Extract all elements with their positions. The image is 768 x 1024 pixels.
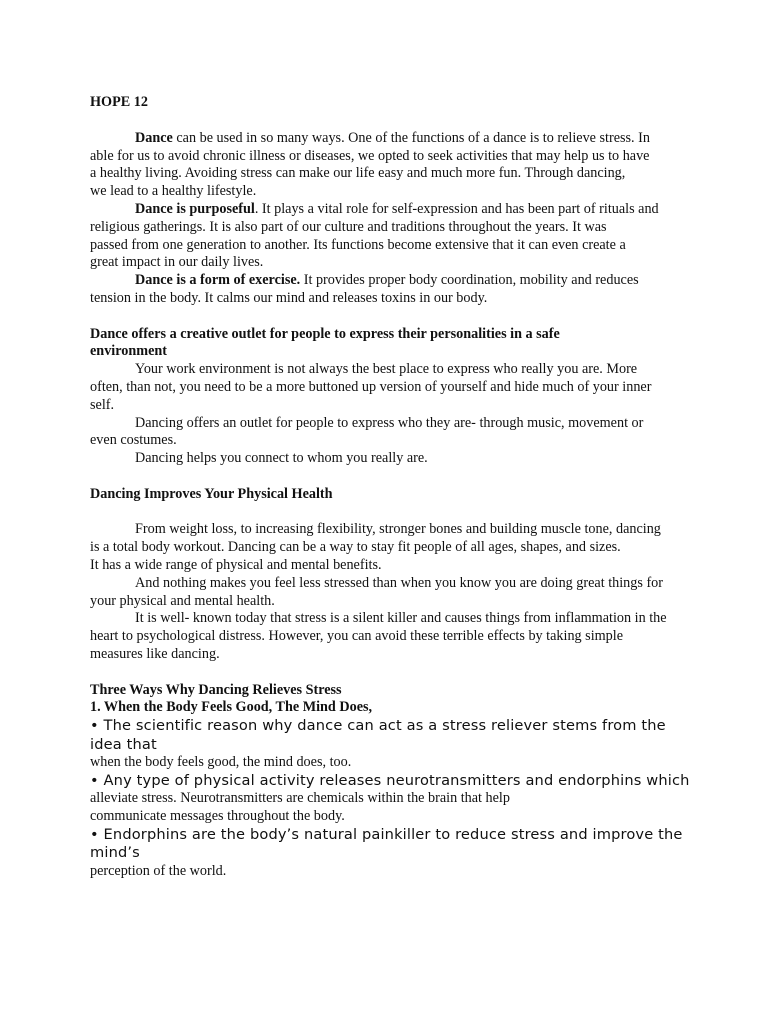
text-line: when the body feels good, the mind does, too. [90,753,352,770]
text-line: Dancing offers an outlet for people to express who they are- through music, movement or [135,414,644,431]
text-line: tension in the body. It calms our mind and releases toxins in our body. [90,289,488,306]
text-line: your physical and mental health. [90,592,275,609]
text-line: . It plays a vital role for self-expression and has been part of rituals and [254,200,659,217]
text-line: communicate messages throughout the body. [90,807,345,824]
text-line: passed from one generation to another. Its functions become extensive that it can even create a [90,236,626,253]
text-line: great impact in our daily lives. [90,254,264,271]
text-line: It provides proper body coordination, mobility and reduces [300,272,639,289]
text-line: alleviate stress. Neurotransmitters are chemicals within the brain that help [90,790,510,807]
text-line: religious gatherings. It is also part of our culture and traditions throughout the years. It was [90,218,607,235]
text-line: It has a wide range of physical and mental benefits. [90,556,382,573]
text-line: we lead to a healthy lifestyle. [90,183,257,200]
bold-term: Dance is purposeful [135,200,255,217]
text-line: able for us to avoid chronic illness or diseases, we opted to seek activities that may help us to have [90,147,650,164]
spacer [90,308,705,326]
spacer [90,468,705,486]
text-line: self. [90,396,115,413]
bullet-line: idea that [90,735,157,753]
sub-heading: 1. When the Body Feels Good, The Mind Does, [90,699,373,716]
document-title: HOPE 12 [90,94,148,110]
spacer [90,504,705,522]
text-line: even costumes. [90,432,177,449]
text-line: often, than not, you need to be a more buttoned up version of yourself and hide much of your inner [90,378,652,395]
document-page [90,94,705,880]
text-line: a healthy living. Avoiding stress can make our life easy and much more fun. Through dancing, [90,165,626,182]
text-line: From weight loss, to increasing flexibility, stronger bones and building muscle tone, dancing [135,521,661,538]
bullet-line: • Endorphins are the body’s natural painkiller to reduce stress and improve the [90,825,683,843]
section-physical-health [90,486,705,664]
section-creative-outlet [90,326,705,468]
intro-paragraph-dance [90,130,705,201]
text-line: Your work environment is not always the best place to express who really you are. More [135,361,638,378]
text-line: is a total body workout. Dancing can be a way to stay fit people of all ages, shapes, and sizes. [90,539,621,556]
text-line: And nothing makes you feel less stressed than when you know you are doing great things for [135,574,663,591]
text-line: Dancing helps you connect to whom you really are. [135,450,428,467]
spacer [90,664,705,682]
text-line: measures like dancing. [90,645,220,662]
text-line: perception of the world. [90,862,227,879]
section-heading: Three Ways Why Dancing Relieves Stress [90,681,342,698]
section-heading: Dancing Improves Your Physical Health [90,485,333,502]
text-line: heart to psychological distress. However, you can avoid these terrible effects by taking simple [90,628,624,645]
section-heading-continued: environment [90,343,167,360]
text-line: It is well- known today that stress is a silent killer and causes things from inflammation in the [135,610,667,627]
bullet-line: • Any type of physical activity releases neurotransmitters and endorphins which [90,771,690,789]
intro-paragraph-purposeful [90,201,705,272]
bullet-line: • The scientific reason why dance can act as a stress reliever stems from the [90,717,666,735]
bold-term: Dance is a form of exercise. [135,272,301,289]
section-three-ways [90,682,705,881]
intro-paragraph-exercise [90,272,705,308]
text-line: can be used in so many ways. One of the functions of a dance is to relieve stress. In [172,129,650,146]
section-heading: Dance offers a creative outlet for people to express their personalities in a safe [90,325,560,342]
bold-term: Dance [135,129,173,146]
bullet-line: mind’s [90,844,140,862]
